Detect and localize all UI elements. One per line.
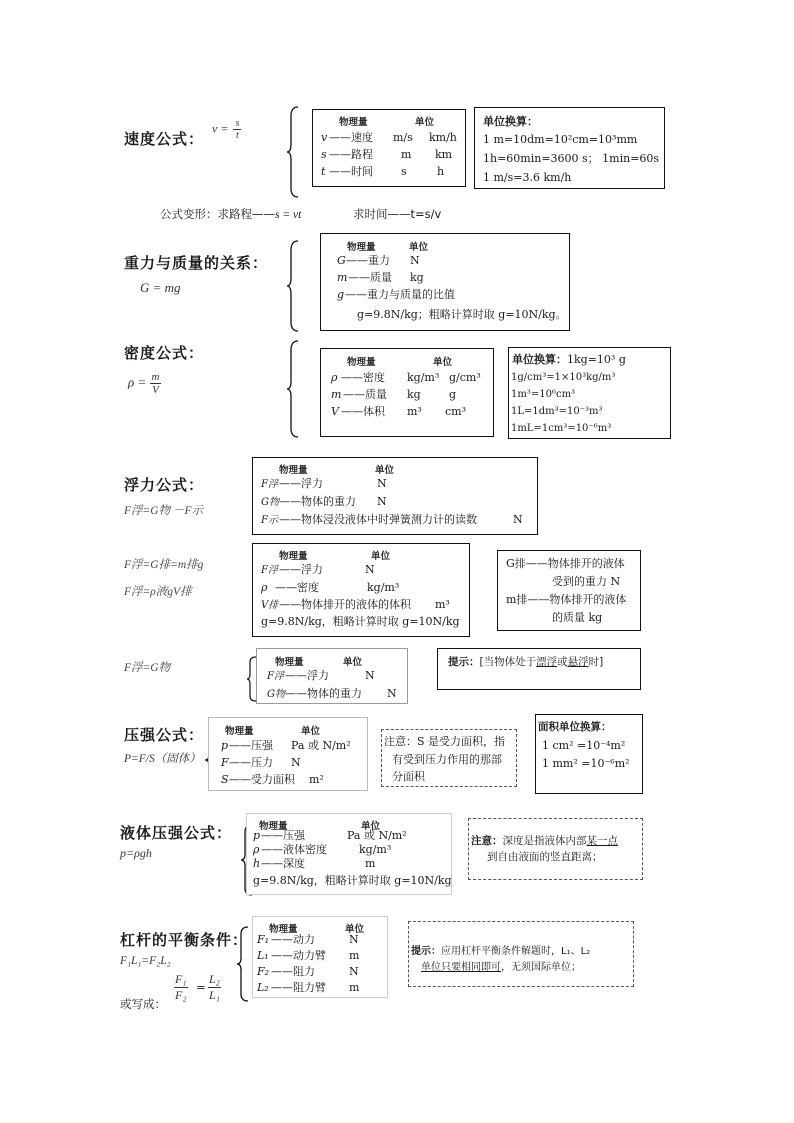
liquid-title: 液体压强公式： (120, 824, 233, 842)
table-row: V ——体积 m³ cm³ (331, 405, 467, 418)
density-formula: ρ = $\frac{m}{V}$ (128, 371, 160, 396)
pressure-note-line: 分面积 (392, 770, 425, 783)
lever-tip-line1: 提示：应用杠杆平衡条件解题时，L₁、L₂ (411, 946, 591, 957)
buoyancy1-rows (261, 475, 523, 529)
table-row: L₂ ——阻力臂 m (257, 981, 360, 994)
density-conv-head: 单位换算：1kg=10³ g (512, 353, 626, 366)
density-conv-line: 1m³=10⁶cm³ (511, 389, 576, 400)
buoyancy-side-box (497, 550, 641, 631)
gravity-header-unit: 单位 (409, 242, 429, 253)
liquid-table (246, 813, 452, 895)
speed-formula: v = $\frac{s}{t}$ (212, 118, 240, 141)
side-line: 的质量 kg (552, 611, 603, 624)
pressure-header-qty: 物理量 (225, 726, 254, 737)
variant-label: 公式变形：求路程—— (160, 207, 275, 221)
speed-table (312, 109, 466, 187)
lever-brace (236, 926, 250, 1002)
density-header-unit: 单位 (433, 357, 453, 368)
liquid-header-qty: 物理量 (259, 821, 288, 832)
table-row: F浮——浮力 N (261, 563, 375, 576)
area-line: 1 mm² =10⁻⁶m² (542, 757, 630, 770)
speed-brace (286, 106, 300, 198)
gravity-table (320, 233, 570, 331)
variant-formula: s = vt (275, 209, 302, 221)
buoyancy-table-3 (256, 648, 408, 704)
pressure-area-box (535, 714, 643, 794)
pressure-note-line: 注意：S 是受力面积，指 (384, 735, 506, 748)
table-row: m——质量 kg (337, 271, 424, 284)
density-header-qty: 物理量 (347, 357, 376, 368)
density-brace (286, 340, 300, 438)
gravity-header-qty: 物理量 (347, 242, 376, 253)
liquid-formula: p=ρgh (120, 846, 152, 860)
lever-rows (257, 932, 359, 996)
buoyancy-table-2 (252, 543, 470, 637)
side-line: G排——物体排开的液体 (506, 557, 625, 570)
density-rows (331, 369, 481, 420)
table-row: ρ——密度 kg/m³ (261, 581, 400, 594)
table-row: G物——物体的重力 N (261, 495, 387, 508)
speed-conv-line: 1 m=10dm=10²cm=10³mm (483, 133, 638, 146)
buoyancy-formula-3: F浮=G物 (124, 662, 171, 674)
pressure-table (208, 717, 368, 791)
area-line: 1 cm² =10⁻⁴m² (542, 739, 626, 752)
gravity-title: 重力与质量的关系： (124, 254, 269, 272)
lever-formula: F₁L₁=F₂L₂ (120, 955, 171, 967)
density-conv-line: 1g/cm³=1×10³kg/m³ (511, 372, 616, 383)
table-row: F₂ ——阻力 N (257, 965, 359, 978)
table-row: F——压力 N (221, 756, 301, 769)
table-row: S——受力面积 m² (221, 773, 324, 786)
buoyancy-title: 浮力公式： (124, 476, 205, 494)
liquid-rows (253, 829, 407, 871)
density-title: 密度公式： (124, 344, 205, 362)
lever-table (252, 916, 388, 998)
liquid-attention-line2: 到自由液面的竖直距离； (487, 851, 603, 863)
table-row: V排——物体排开的液体的体积 m³ (261, 598, 450, 611)
side-line: 受到的重力 N (552, 575, 621, 588)
table-row: p——压强 Pa 或 N/m² (221, 739, 351, 752)
table-row: v ——速度 m/s km/h (321, 131, 457, 144)
table-row: h——深度 m (253, 857, 376, 870)
table-row: F₁ ——动力 N (257, 933, 359, 946)
table-row: ρ ——液体密度 kg/m³ (253, 843, 392, 856)
pressure-title: 压强公式： (124, 726, 205, 744)
speed-header-unit: 单位 (415, 117, 435, 128)
pressure-note-box (381, 729, 517, 787)
lever-tip-box (408, 921, 634, 987)
buoyancy3-rows (267, 667, 397, 703)
buoyancy-tip: 提示：[当物体处于漂浮或悬浮时] (448, 656, 604, 668)
buoyancy1-header-unit: 单位 (375, 465, 395, 476)
buoyancy3-header-unit: 单位 (343, 657, 363, 668)
buoyancy2-header-qty: 物理量 (279, 551, 308, 562)
table-row: t ——时间 s h (321, 165, 445, 178)
density-conv-line: 1L=1dm³=10⁻³m³ (511, 406, 603, 417)
table-row: p——压强 Pa 或 N/m² (253, 829, 407, 842)
table-row: s ——路程 m km (321, 148, 453, 161)
table-row: ρ ——密度 kg/m³ g/cm³ (331, 371, 481, 384)
speed-header-qty: 物理量 (339, 117, 368, 128)
buoyancy2-rows (261, 561, 450, 614)
gravity-brace (286, 240, 300, 332)
density-conversion-box (508, 347, 671, 439)
buoyancy2-header-unit: 单位 (371, 551, 391, 562)
pressure-rows (221, 737, 351, 788)
pressure-header-unit: 单位 (301, 726, 321, 737)
lever-header-qty: 物理量 (269, 924, 298, 935)
speed-conv-line: 1h=60min=3600 s； 1min=60s (483, 152, 660, 165)
buoyancy-table-1 (252, 457, 538, 535)
pressure-note-line: 有受到压力作用的那部 (392, 753, 502, 766)
table-row: F浮——浮力 N (267, 669, 375, 682)
variant-time: 求时间——t=s/v (352, 207, 442, 221)
table-row: g——重力与质量的比值 (337, 288, 455, 301)
buoyancy3-header-qty: 物理量 (275, 657, 304, 668)
table-row: F浮——浮力 N (261, 477, 387, 490)
buoyancy1-header-qty: 物理量 (279, 465, 308, 476)
liquid-header-unit: 单位 (361, 821, 381, 832)
lever-tip-line2: 单位只要相同即可，无须国际单位； (421, 962, 581, 973)
density-table (320, 348, 494, 437)
buoyancy-formula-2a: F浮=G排=m排g (124, 559, 204, 571)
gravity-formula: G = mg (140, 280, 181, 295)
gravity-rows (337, 252, 455, 303)
table-row: F示——物体浸没液体中时弹簧测力计的读数 N (261, 513, 523, 526)
speed-conversion-box (474, 107, 665, 189)
side-line: m排——物体排开的液体 (506, 593, 627, 606)
lever-header-unit: 单位 (345, 924, 365, 935)
table-row: m ——质量 kg g (331, 388, 457, 401)
buoyancy-tip-box (437, 648, 641, 690)
area-title: 面积单位换算： (538, 721, 612, 733)
gravity-note: g=9.8N/kg；粗略计算时取 g=10N/kg。 (357, 308, 567, 321)
speed-variant (160, 206, 441, 222)
table-row: L₁ ——动力臂 m (257, 949, 360, 962)
buoyancy-formula-1: F浮=G物 －F示 (124, 505, 203, 517)
liquid-attention-box (468, 818, 643, 880)
buoyancy2-note: g=9.8N/kg，粗略计算时取 g=10N/kg (261, 615, 460, 628)
lever-title: 杠杆的平衡条件： (120, 931, 249, 949)
speed-conv-title: 单位换算： (483, 115, 538, 128)
speed-conv-line: 1 m/s=3.6 km/h (483, 171, 572, 184)
table-row: G物——物体的重力 N (267, 687, 397, 700)
liquid-note: g=9.8N/kg，粗略计算时取 g=10N/kg (253, 874, 452, 887)
speed-title: 速度公式： (124, 130, 205, 148)
pressure-formula: P=F/S（固体） (124, 753, 201, 765)
density-conv-line: 1mL=1cm³=10⁻⁶m³ (511, 423, 612, 434)
buoyancy-formula-2b: F浮=ρ液gV排 (124, 586, 192, 598)
table-row: G——重力 N (337, 254, 420, 267)
liquid-attention-line1: 注意：深度是指液体内部某一点 (471, 835, 618, 847)
speed-rows (321, 129, 457, 180)
